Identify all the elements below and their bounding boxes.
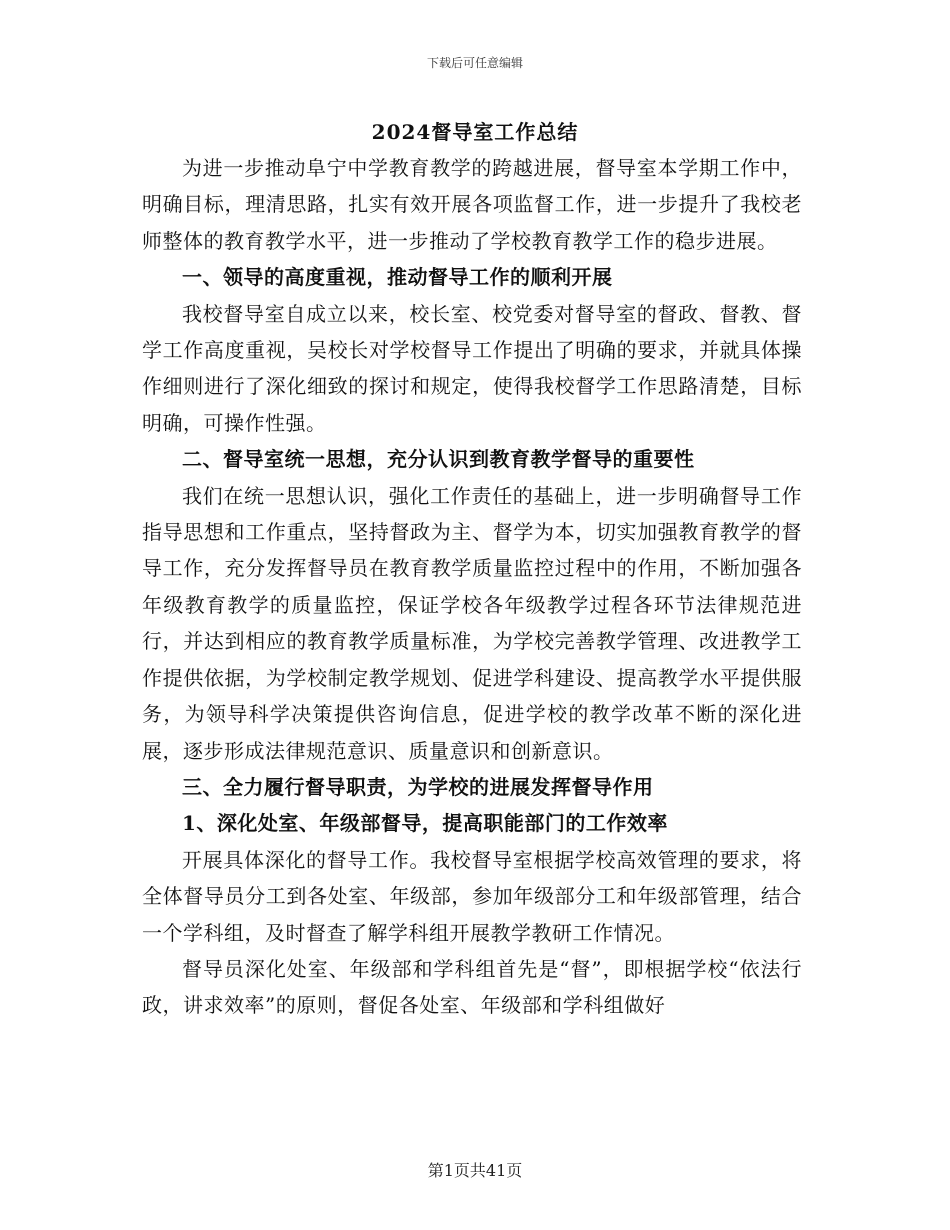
document-title: 2024督导室工作总结	[371, 120, 579, 144]
paragraph-section-1: 我校督导室自成立以来，校长室、校党委对督导室的督政、督教、督学工作高度重视，吴校长对学校督导工作提出了明确的要求，并就具体操作细则进行了深化细致的探讨和规定，使得我校督学工作思路清楚，目标明确，可操作性强。	[142, 301, 802, 435]
section-heading-3: 三、全力履行督导职责，为学校的进展发挥督导作用	[182, 774, 654, 799]
section-heading-2: 二、督导室统一思想，充分认识到教育教学督导的重要性	[182, 447, 695, 472]
subsection-heading-1: 1、深化处室、年级部督导，提高职能部门的工作效率	[182, 811, 668, 836]
paragraph-intro: 为进一步推动阜宁中学教育教学的跨越进展，督导室本学期工作中，明确目标，理清思路，扎实有效开展各项监督工作，进一步提升了我校老师整体的教育教学水平，进一步推动了学校教育教学工作的稳步进展。	[142, 156, 802, 253]
paragraph-subsection-1a: 开展具体深化的督导工作。我校督导室根据学校高效管理的要求，将全体督导员分工到各处室、年级部，参加年级部分工和年级部管理，结合一个学科组，及时督查了解学科组开展教学教研工作情况。	[142, 847, 802, 945]
page-number: 第1页共41页	[427, 1161, 523, 1180]
document-body	[142, 150, 802, 1024]
paragraph-subsection-1b: 督导员深化处室、年级部和学科组首先是“督”，即根据学校“依法行政，讲求效率”的原则，督促各处室、年级部和学科组做好	[142, 956, 802, 1018]
paragraph-section-2: 我们在统一思想认识，强化工作责任的基础上，进一步明确督导工作指导思想和工作重点，坚持督政为主、督学为本，切实加强教育教学的督导工作，充分发挥督导员在教育教学质量监控过程中的作用，不断加强各年级教育教学的质量监控，保证学校各年级教学过程各环节法律规范进行，并达到相应的教育教学质量标准，为学校完善教学管理、改进教学工作提供依据，为学校制定教学规划、促进学科建设、提高教学水平提供服务，为领导科学决策提供咨询信息，促进学校的教学改革不断的深化进展，逐步形成法律规范意识、质量意识和创新意识。	[142, 483, 802, 763]
section-heading-1: 一、领导的高度重视，推动督导工作的顺利开展	[182, 265, 613, 290]
header-note: 下载后可任意编辑	[426, 56, 523, 70]
